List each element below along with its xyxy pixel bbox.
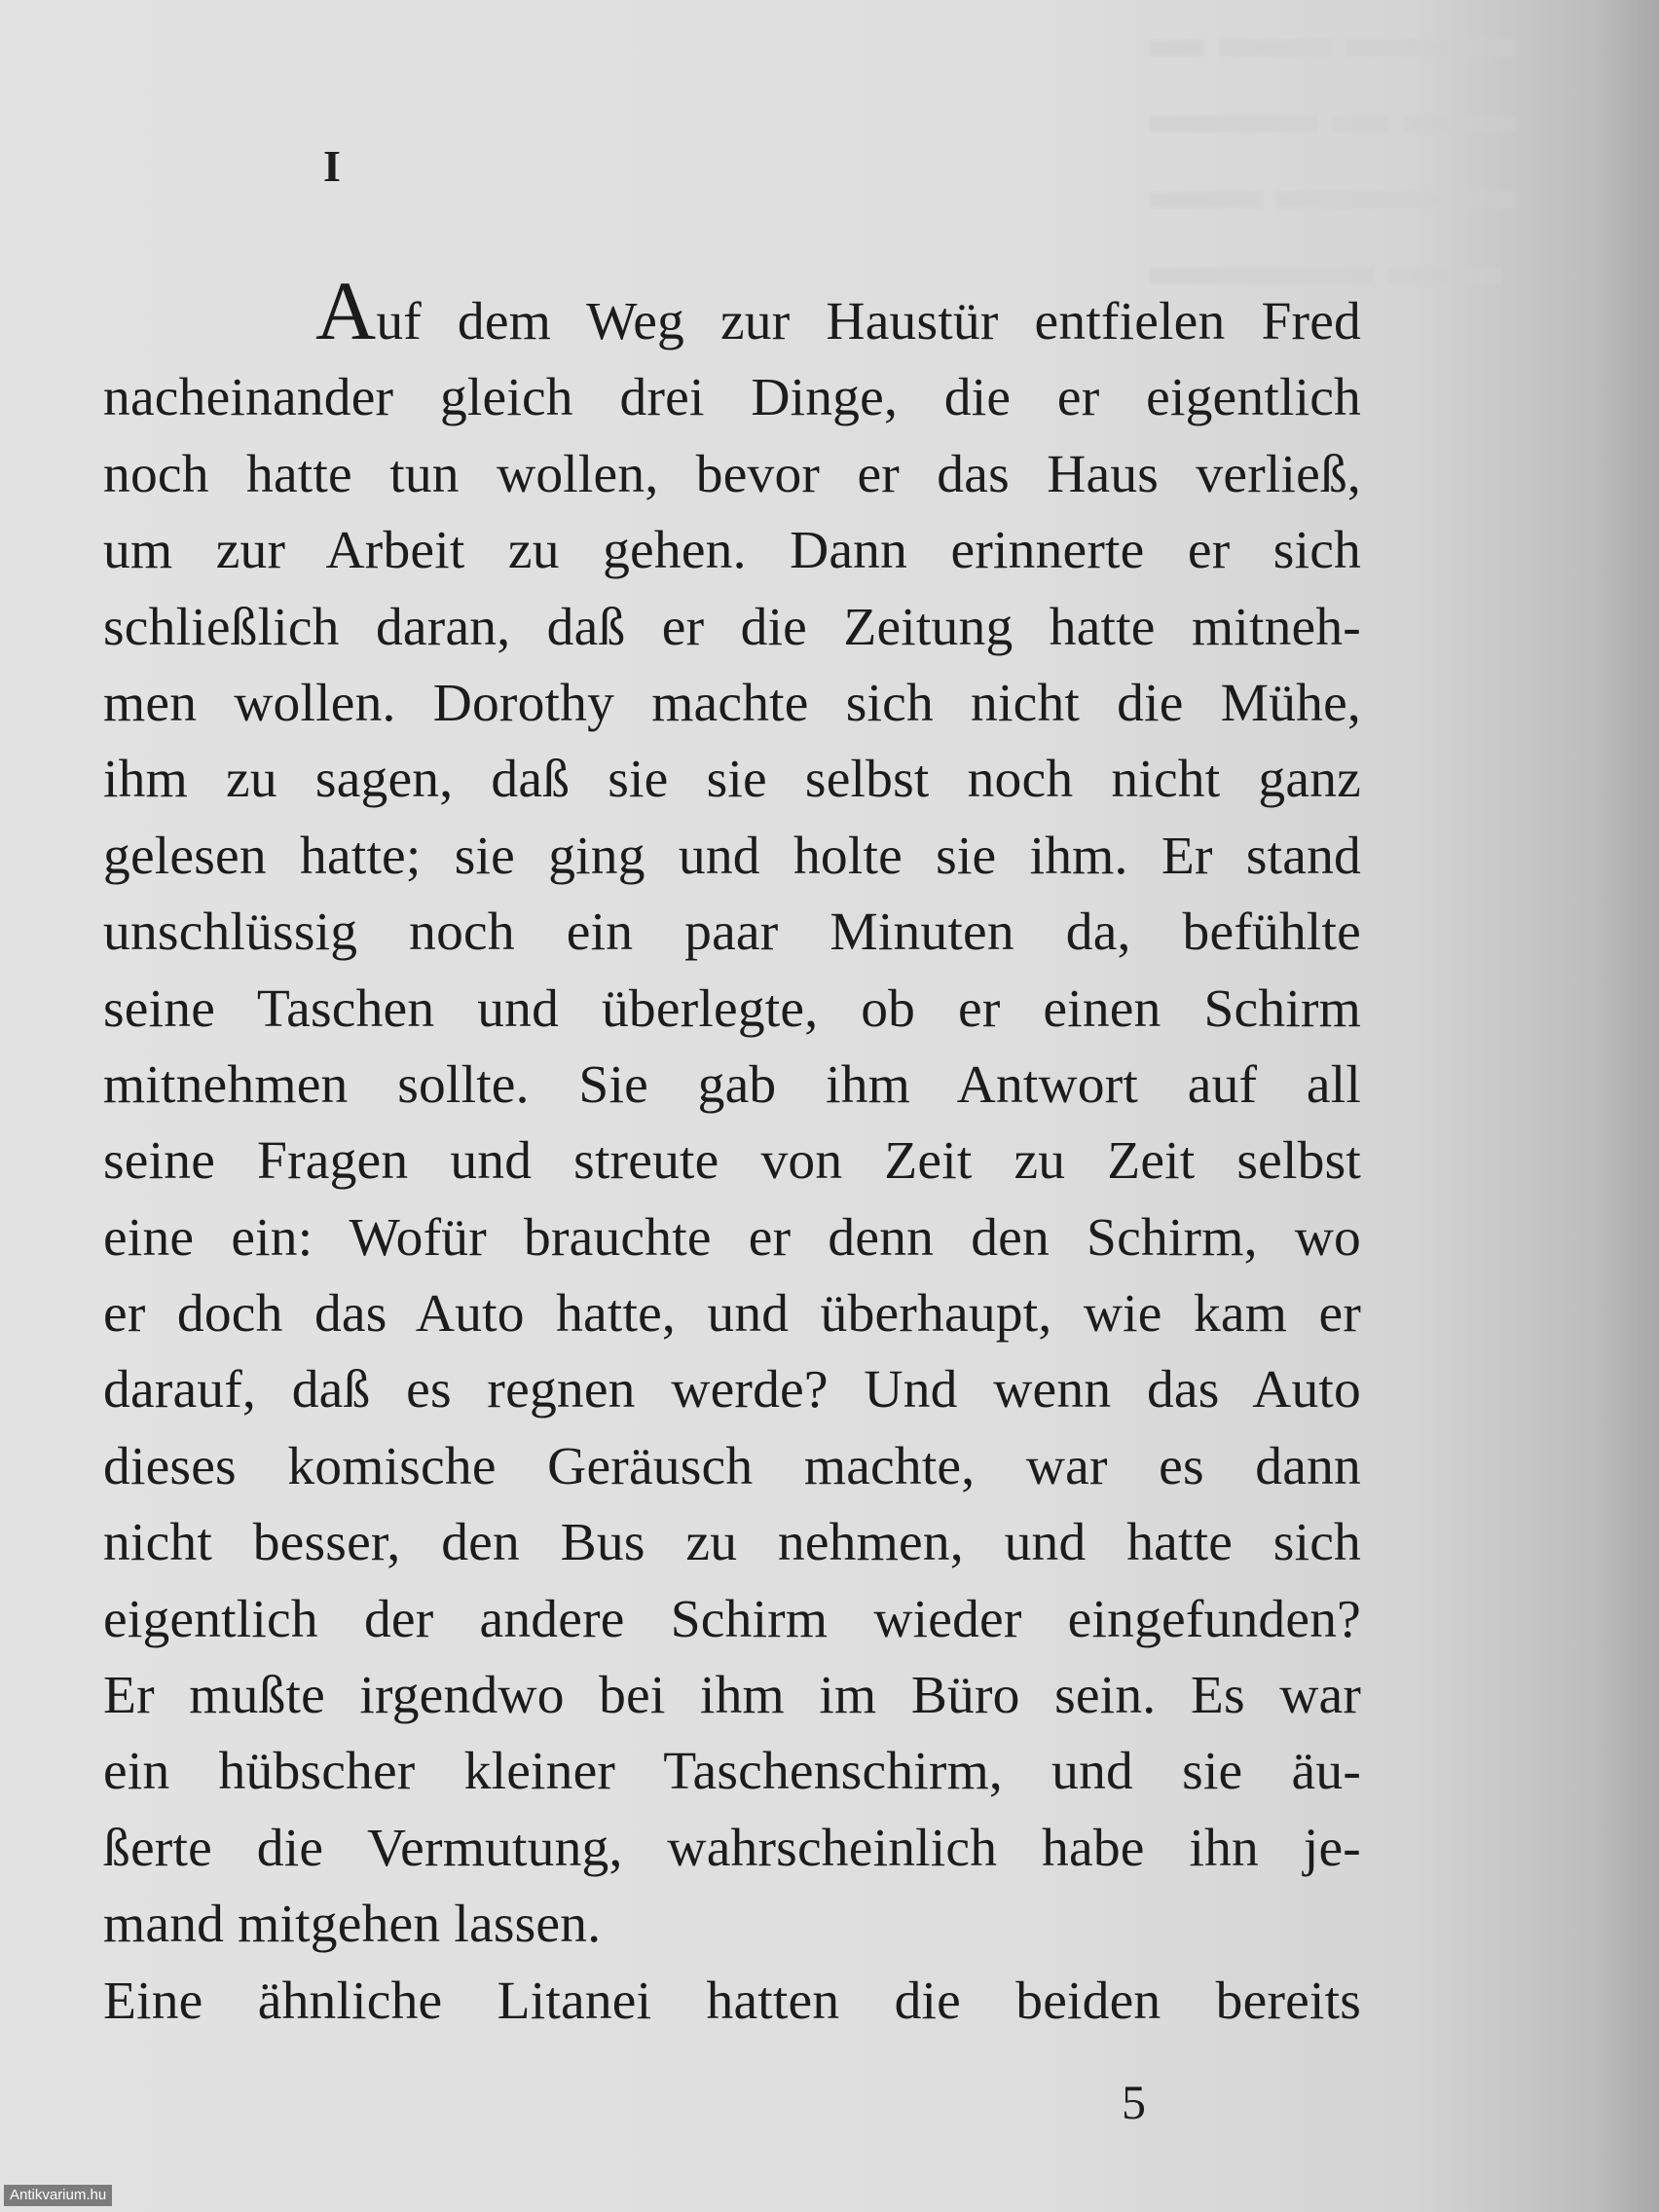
watermark: Antikvarium.hu bbox=[4, 2185, 112, 2206]
text-line: men wollen. Dorothy machte sich nicht die Mühe, bbox=[103, 673, 1361, 733]
text-line: mand mitgehen lassen. bbox=[103, 1895, 602, 1955]
text-line: seine Taschen und überlegte, ob er einen Schirm bbox=[103, 978, 1361, 1039]
text-line: nicht besser, den Bus zu nehmen, und hatte sich bbox=[103, 1513, 1361, 1573]
text-line: eine ein: Wofür brauchte er denn den Schirm, wo bbox=[103, 1207, 1361, 1268]
text-line: noch hatte tun wollen, bevor er das Haus verließ, bbox=[103, 444, 1361, 504]
show-through-text: ▬ ▬▬ ▬▬▬ ▬▬▬ ▬ ▬▬ ▬▬ ▬▬▬ ▬ ▬▬▬▬ ▬▬ bbox=[1149, 6, 1516, 297]
text-line: gelesen hatte; sie ging und holte sie ihm. Er stand bbox=[103, 826, 1361, 886]
text-line: dieses komische Geräusch machte, war es dann bbox=[103, 1436, 1361, 1496]
body-text bbox=[103, 264, 1361, 2040]
drop-initial: A bbox=[315, 264, 377, 357]
first-line-rest: uf dem Weg zur Haustür entfielen Fred bbox=[376, 292, 1361, 351]
page-number: 5 bbox=[1122, 2075, 1146, 2129]
text-line: mitnehmen sollte. Sie gab ihm Antwort auf all bbox=[103, 1054, 1361, 1115]
text-line: Er mußte irgendwo bei ihm im Büro sein. Es war bbox=[103, 1666, 1361, 1726]
text-line bbox=[103, 264, 1361, 360]
text-line: ein hübscher kleiner Taschenschirm, und sie äu- bbox=[103, 1742, 1361, 1802]
text-line: er doch das Auto hatte, und überhaupt, wie kam er bbox=[103, 1284, 1361, 1345]
text-line: ßerte die Vermutung, wahrscheinlich habe ihn je- bbox=[103, 1818, 1361, 1878]
text-line: darauf, daß es regnen werde? Und wenn das Auto bbox=[103, 1360, 1361, 1420]
text-line: um zur Arbeit zu gehen. Dann erinnerte er sich bbox=[103, 521, 1361, 581]
text-line: nacheinander gleich drei Dinge, die er eigentlich bbox=[103, 368, 1361, 428]
text-line: unschlüssig noch ein paar Minuten da, befühlte bbox=[103, 903, 1361, 963]
text-line: seine Fragen und streute von Zeit zu Zeit selbst bbox=[103, 1131, 1361, 1192]
text-line: Eine ähnliche Litanei hatten die beiden bereits bbox=[103, 1971, 1361, 2031]
chapter-number: I bbox=[323, 141, 341, 191]
text-line: eigentlich der andere Schirm wieder eingefunden? bbox=[103, 1589, 1361, 1649]
text-line: schließlich daran, daß er die Zeitung hatte mitneh- bbox=[103, 597, 1361, 657]
text-line: ihm zu sagen, daß sie sie selbst noch nicht ganz bbox=[103, 750, 1361, 810]
